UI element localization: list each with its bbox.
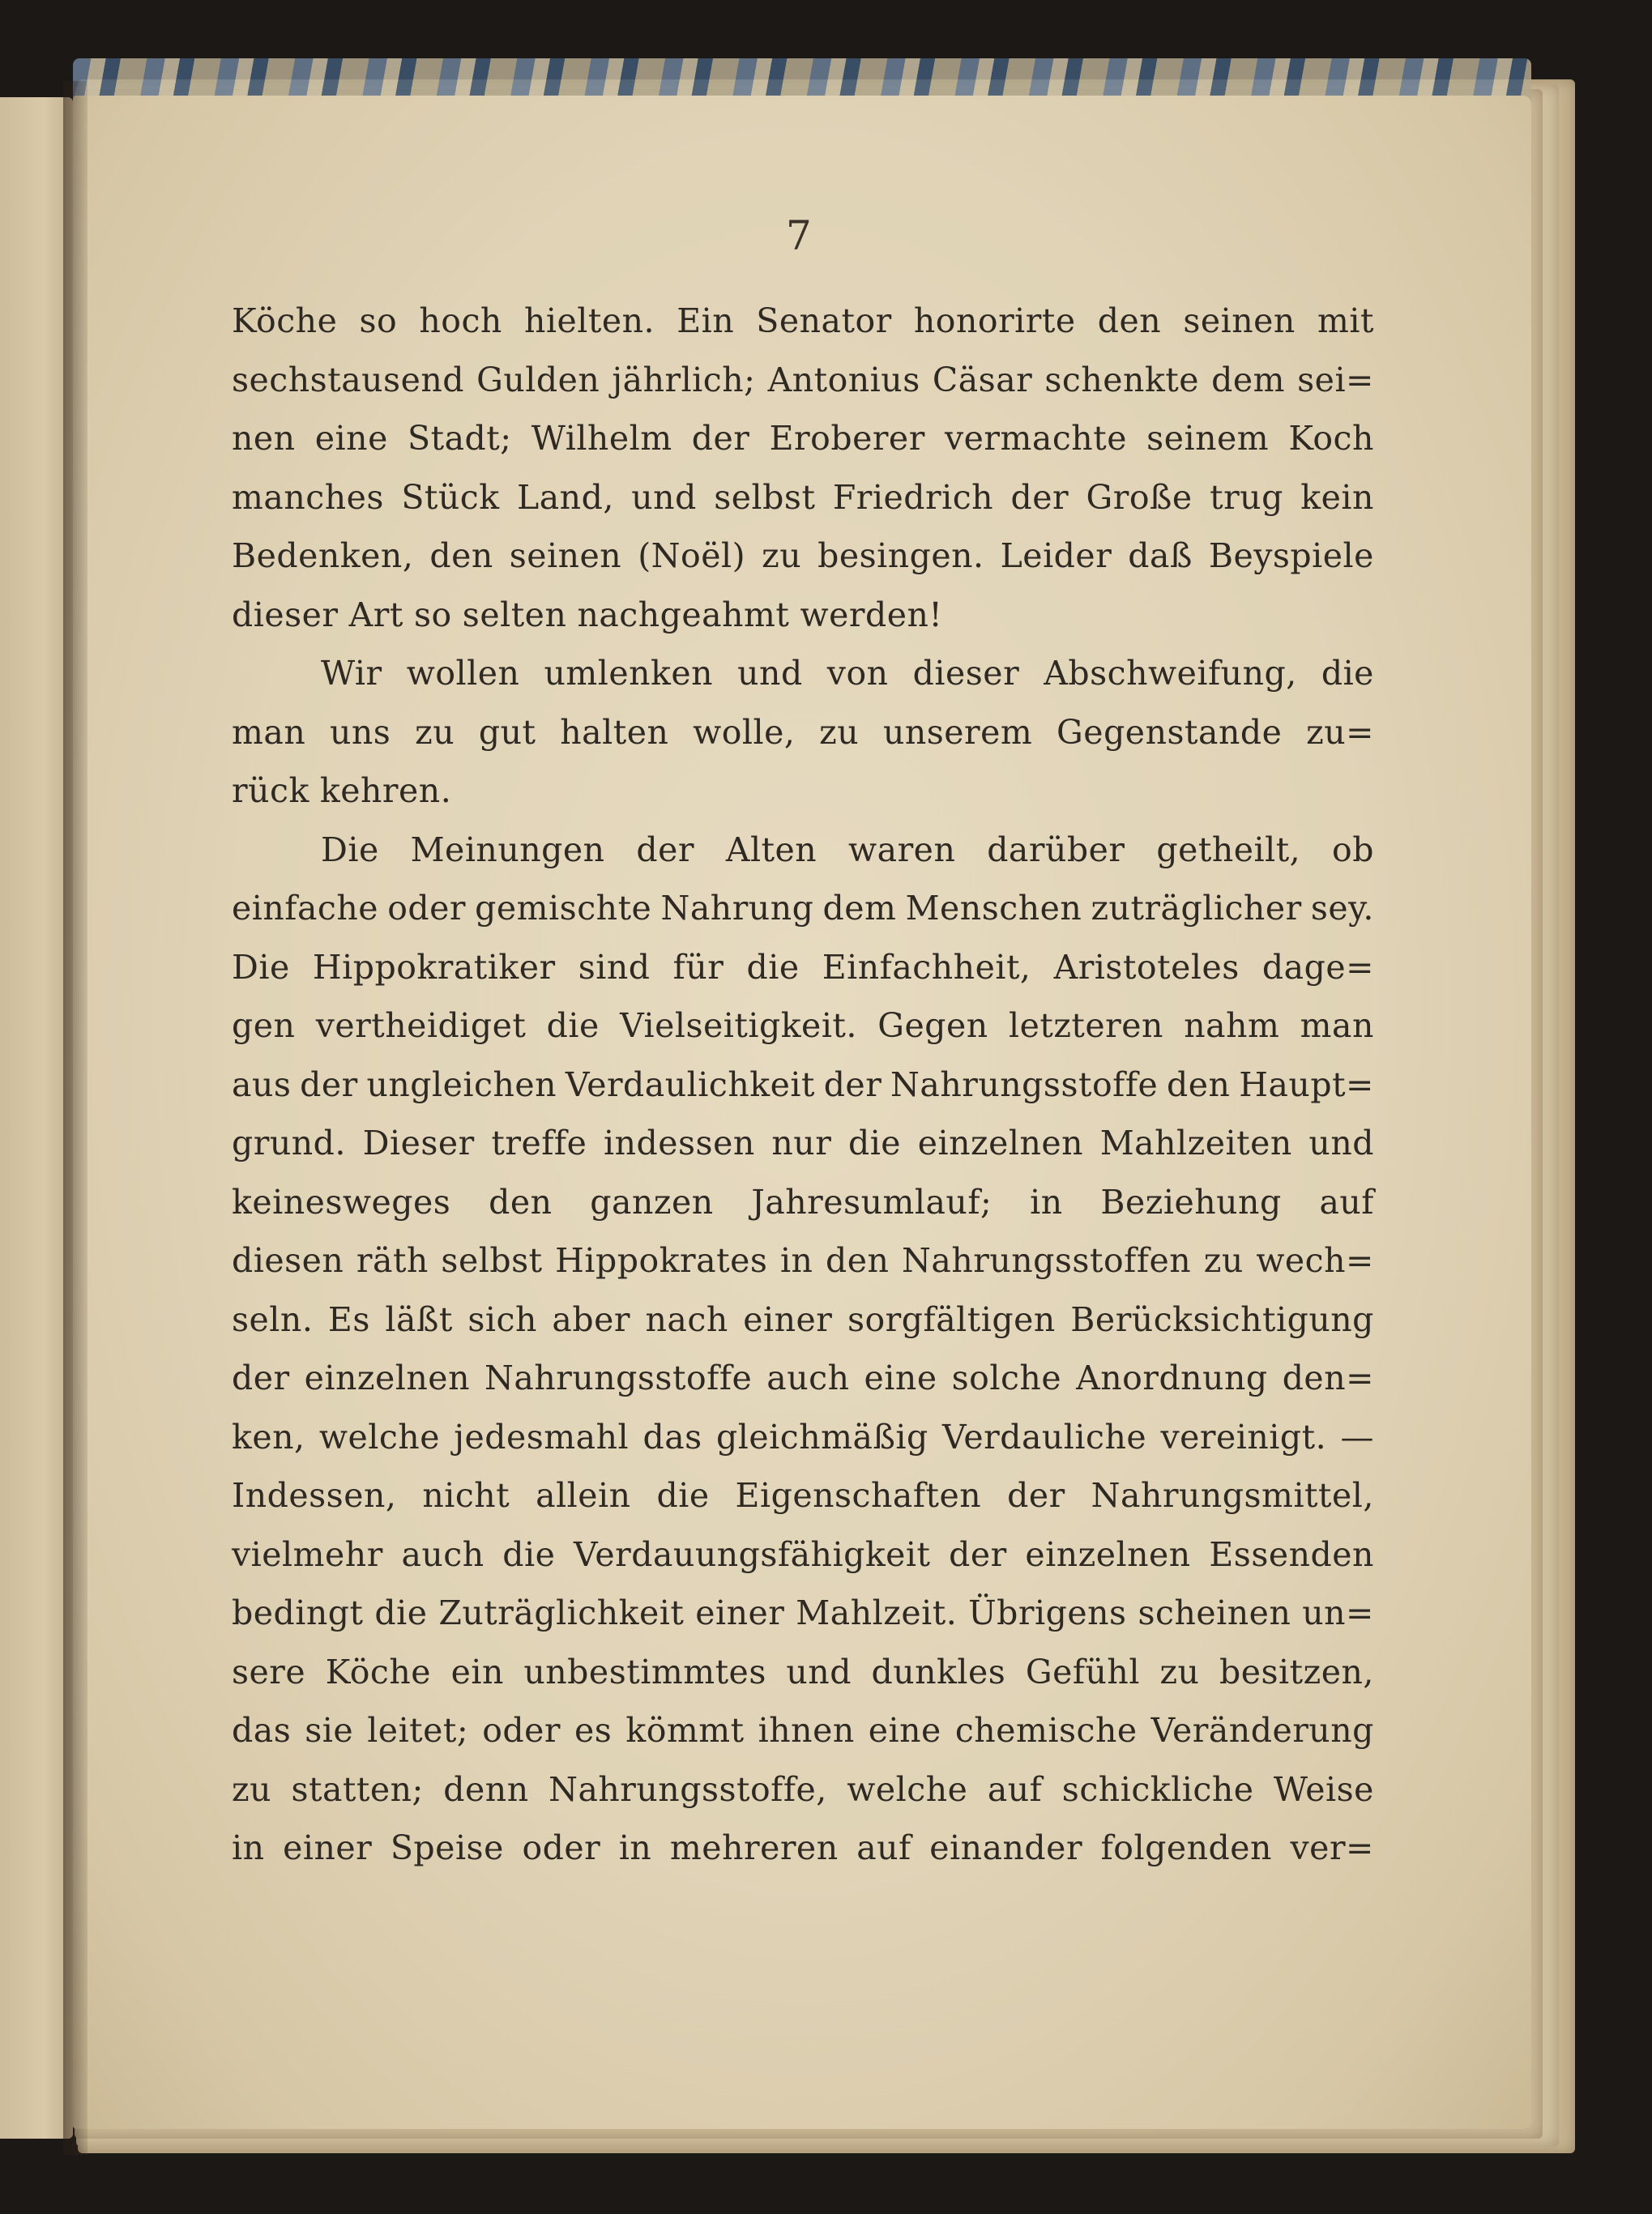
word: diesen: [232, 1241, 344, 1280]
text-line: [232, 1819, 1374, 1878]
text-line: [232, 1760, 1374, 1819]
word: sechstausend: [232, 360, 464, 399]
word: der: [949, 1534, 1007, 1574]
word: Gegenstande: [1057, 712, 1283, 752]
word: das: [232, 1711, 292, 1750]
word: vereinigt.: [1160, 1417, 1327, 1457]
text-line: [232, 1114, 1374, 1173]
word: in: [1030, 1182, 1063, 1222]
word: vertheidiget: [315, 1006, 527, 1045]
word: gen: [232, 1006, 296, 1045]
word: auch: [766, 1359, 850, 1397]
word: Leider: [1000, 536, 1112, 575]
text-line: [232, 879, 1374, 938]
word: (Noël): [638, 536, 746, 575]
word: die: [502, 1534, 556, 1574]
word: Eroberer: [769, 419, 925, 458]
word: ob: [1332, 830, 1374, 869]
left-page-edge: [0, 97, 73, 2139]
word: die: [656, 1476, 710, 1515]
word: manches: [232, 477, 384, 517]
word: selbst: [714, 477, 816, 517]
word: Speise: [390, 1828, 504, 1867]
text-line: [232, 1231, 1374, 1290]
text-line: [232, 1466, 1374, 1525]
word: der: [1010, 477, 1069, 517]
word: —: [1340, 1417, 1374, 1457]
text-line: [232, 1525, 1374, 1585]
word: sey.: [1310, 889, 1374, 928]
word: treffe: [491, 1124, 587, 1162]
word: eine: [868, 1711, 941, 1750]
word: Gegen: [877, 1006, 988, 1045]
word: denn: [443, 1769, 529, 1809]
word: einander: [929, 1828, 1083, 1867]
word: mit: [1317, 301, 1374, 340]
word: ihnen: [758, 1711, 855, 1750]
word: sie: [305, 1711, 354, 1750]
word: ganzen: [590, 1182, 714, 1222]
text-line: [232, 821, 1374, 880]
word: man: [232, 712, 306, 752]
word: nicht: [422, 1476, 510, 1515]
word: Einfachheit,: [822, 947, 1031, 987]
text-line: [232, 703, 1374, 762]
word: ein: [450, 1652, 504, 1691]
word: gut: [478, 712, 536, 752]
word: Köche: [232, 301, 338, 340]
word: Nahrung: [660, 889, 814, 928]
word: sich: [467, 1299, 537, 1339]
word: den: [826, 1241, 890, 1280]
word: indessen: [603, 1124, 755, 1162]
word: einzelnen: [917, 1124, 1084, 1162]
word: einzelnen: [1025, 1534, 1191, 1574]
text-line: [232, 409, 1374, 468]
word: Beziehung: [1100, 1182, 1282, 1222]
word: zu: [232, 1769, 272, 1809]
word: schickliche: [1061, 1769, 1254, 1809]
word: nahm: [1184, 1006, 1280, 1045]
word: aus: [232, 1064, 292, 1104]
word: hoch: [419, 301, 502, 340]
word: zu: [415, 712, 455, 752]
word: für: [672, 947, 724, 987]
page-number: 7: [786, 212, 812, 259]
word: waren: [848, 830, 956, 869]
word: der: [823, 1064, 882, 1104]
word: vielmehr: [232, 1534, 383, 1574]
word: und: [737, 654, 803, 693]
text-line: [232, 938, 1374, 997]
word: einer: [283, 1828, 373, 1867]
word: Mahlzeit.: [796, 1593, 958, 1632]
word: zu: [1159, 1652, 1200, 1691]
word: halten: [560, 712, 669, 752]
text-line: [232, 1290, 1374, 1350]
word: schenkte: [1044, 360, 1200, 399]
word: besitzen,: [1219, 1652, 1374, 1691]
word: oder: [482, 1711, 561, 1750]
text-line: [232, 1584, 1374, 1643]
word: jährlich;: [612, 360, 756, 399]
text-line: [232, 292, 1374, 351]
word: in: [232, 1828, 265, 1867]
word: Eigenschaften: [735, 1476, 982, 1515]
word: Senator: [756, 301, 892, 340]
text-line: [232, 644, 1374, 703]
word: Die: [232, 947, 290, 987]
word: werden!: [800, 595, 943, 634]
word: oder: [522, 1828, 601, 1867]
word: unbestimmtes: [523, 1652, 766, 1691]
word: keinesweges: [232, 1182, 451, 1222]
word: dieser: [912, 654, 1020, 693]
word: letzteren: [1008, 1006, 1163, 1045]
word: seinen: [509, 536, 622, 575]
word: Antonius: [767, 360, 920, 399]
word: uns: [329, 712, 391, 752]
word: dage=: [1261, 947, 1374, 987]
word: Köche: [325, 1652, 432, 1691]
word: der: [1007, 1476, 1065, 1515]
word: Veränderung: [1150, 1711, 1374, 1750]
word: Haupt=: [1239, 1064, 1374, 1104]
word: ver=: [1290, 1828, 1374, 1867]
word: Gefühl: [1025, 1652, 1140, 1691]
word: zu=: [1306, 712, 1374, 752]
word: Alten: [725, 830, 817, 869]
word: welche: [318, 1417, 440, 1457]
word: dunkles: [871, 1652, 1006, 1691]
word: hielten.: [523, 301, 655, 340]
word: Wir: [321, 654, 382, 693]
word: gleichmäßig: [716, 1417, 928, 1457]
word: folgenden: [1100, 1828, 1272, 1867]
word: Indessen,: [232, 1476, 397, 1515]
word: kein: [1300, 477, 1374, 517]
word: Ein: [677, 301, 735, 340]
word: dieser: [232, 595, 339, 634]
word: scheinen: [1138, 1593, 1291, 1632]
word: dem: [1211, 360, 1286, 399]
word: gemischte: [475, 889, 652, 928]
word: und: [631, 477, 697, 517]
word: Meinungen: [410, 830, 605, 869]
word: so: [413, 595, 452, 634]
word: man: [1300, 1006, 1374, 1045]
word: die: [546, 1006, 600, 1045]
word: auf: [987, 1769, 1043, 1809]
word: einfache: [232, 889, 379, 928]
word: sorgfältigen: [847, 1299, 1056, 1339]
word: umlenken: [544, 654, 714, 693]
word: Berücksichtigung: [1070, 1299, 1374, 1339]
word: trug: [1210, 477, 1283, 517]
word: der: [300, 1064, 358, 1104]
word: den=: [1282, 1359, 1374, 1397]
word: Friedrich: [832, 477, 994, 517]
word: Abschweifung,: [1044, 654, 1297, 693]
word: Gulden: [476, 360, 600, 399]
word: Übrigens: [968, 1593, 1127, 1632]
word: Land,: [517, 477, 614, 517]
word: Mahlzeiten: [1099, 1124, 1292, 1162]
word: oder: [387, 889, 466, 928]
word: einzelnen: [304, 1359, 470, 1397]
word: so: [359, 301, 398, 340]
word: wech=: [1256, 1241, 1374, 1280]
word: das: [642, 1417, 702, 1457]
word: auch: [401, 1534, 485, 1574]
word: selten: [462, 595, 567, 634]
text-line: [232, 1056, 1374, 1115]
word: daß: [1128, 536, 1193, 575]
word: Jahresumlauf;: [751, 1182, 992, 1222]
word: den: [489, 1182, 553, 1222]
word: einer: [743, 1299, 833, 1339]
word: den: [1167, 1064, 1231, 1104]
word: Weise: [1273, 1769, 1374, 1809]
word: die: [374, 1593, 428, 1632]
word: den: [429, 536, 493, 575]
word: Zuträglichkeit: [438, 1593, 685, 1632]
text-line: [232, 527, 1374, 586]
word: Es: [327, 1299, 370, 1339]
word: seinen: [1183, 301, 1296, 340]
text-line: [232, 996, 1374, 1056]
word: seinem: [1146, 419, 1270, 458]
text-line: [232, 1643, 1374, 1702]
word: Dieser: [362, 1124, 475, 1162]
word: besingen.: [817, 536, 984, 575]
word: kömmt: [625, 1711, 745, 1750]
word: räth: [356, 1241, 429, 1280]
word: Anordnung: [1076, 1359, 1268, 1397]
word: selbst: [441, 1241, 543, 1280]
word: Wilhelm: [531, 419, 672, 458]
word: die: [746, 947, 800, 987]
word: Nahrungsstoffe: [485, 1359, 753, 1397]
word: nen: [232, 419, 296, 458]
word: Stadt;: [408, 419, 512, 458]
word: unserem: [882, 712, 1033, 752]
text-line: [232, 1349, 1374, 1408]
word: aber: [552, 1299, 630, 1339]
word: ungleichen: [366, 1064, 557, 1104]
word: allein: [536, 1476, 631, 1515]
text-line: [232, 1408, 1374, 1467]
word: läßt: [385, 1299, 453, 1339]
text-line: [232, 586, 1374, 645]
word: dem: [822, 889, 897, 928]
word: es: [574, 1711, 613, 1750]
word: zuträglicher: [1091, 889, 1302, 928]
word: honorirte: [913, 301, 1076, 340]
word: Beyspiele: [1208, 536, 1374, 575]
word: wolle,: [693, 712, 796, 752]
word: und: [1308, 1124, 1374, 1162]
word: auf: [1319, 1182, 1374, 1222]
text-line: [232, 761, 1374, 821]
word: ken,: [232, 1417, 305, 1457]
word: Verdaulichkeit: [565, 1064, 815, 1104]
text-line: [232, 1701, 1374, 1760]
word: zu: [819, 712, 860, 752]
word: seln.: [232, 1299, 314, 1339]
word: auf: [856, 1828, 911, 1867]
word: grund.: [232, 1124, 346, 1162]
word: der: [636, 830, 695, 869]
text-line: [232, 1173, 1374, 1232]
word: Nahrungsmittel,: [1091, 1476, 1374, 1515]
word: einer: [695, 1593, 785, 1632]
word: nach: [645, 1299, 728, 1339]
word: sere: [232, 1652, 306, 1691]
word: mehreren: [669, 1828, 839, 1867]
word: Verdauungsfähigkeit: [574, 1534, 931, 1574]
word: eine: [314, 419, 388, 458]
word: die: [1321, 654, 1374, 693]
word: der: [232, 1359, 290, 1397]
word: Nahrungsstoffe: [890, 1064, 1159, 1104]
word: getheilt,: [1156, 830, 1301, 869]
word: den: [1097, 301, 1162, 340]
word: eine: [864, 1359, 937, 1397]
word: Aristoteles: [1053, 947, 1240, 987]
word: Große: [1086, 477, 1193, 517]
word: statten;: [291, 1769, 424, 1809]
word: rück: [232, 771, 309, 810]
word: sind: [578, 947, 651, 987]
text-line: [232, 351, 1374, 410]
word: nur: [771, 1124, 832, 1162]
word: welche: [847, 1769, 968, 1809]
word: Stück: [401, 477, 500, 517]
word: un=: [1302, 1593, 1374, 1632]
word: von: [826, 654, 889, 693]
word: kehren.: [319, 771, 452, 810]
word: sei=: [1297, 360, 1374, 399]
body-text: [232, 292, 1374, 1878]
word: bedingt: [232, 1593, 364, 1632]
word: Nahrungsstoffe,: [549, 1769, 827, 1809]
word: die: [847, 1124, 902, 1162]
word: darüber: [987, 830, 1125, 869]
word: vermachte: [945, 419, 1127, 458]
gutter-shadow: [63, 81, 88, 2155]
word: Hippokrates: [555, 1241, 768, 1280]
word: zu: [1203, 1241, 1244, 1280]
word: in: [618, 1828, 652, 1867]
word: Verdauliche: [942, 1417, 1147, 1457]
word: zu: [762, 536, 802, 575]
word: wollen: [406, 654, 520, 693]
word: Cäsar: [932, 360, 1033, 399]
word: Menschen: [905, 889, 1082, 928]
word: Die: [321, 830, 379, 869]
word: Koch: [1288, 419, 1374, 458]
word: nachgeahmt: [577, 595, 790, 634]
word: der: [691, 419, 750, 458]
word: leitet;: [367, 1711, 469, 1750]
word: und: [786, 1652, 852, 1691]
word: Bedenken,: [232, 536, 414, 575]
word: jedesmahl: [454, 1417, 630, 1457]
text-line: [232, 468, 1374, 527]
word: Vielseitigkeit.: [620, 1006, 857, 1045]
word: Essenden: [1209, 1534, 1374, 1574]
word: solche: [951, 1359, 1062, 1397]
word: chemische: [954, 1711, 1138, 1750]
word: Art: [348, 595, 403, 634]
word: Nahrungsstoffen: [902, 1241, 1192, 1280]
word: Hippokratiker: [312, 947, 556, 987]
word: in: [779, 1241, 813, 1280]
